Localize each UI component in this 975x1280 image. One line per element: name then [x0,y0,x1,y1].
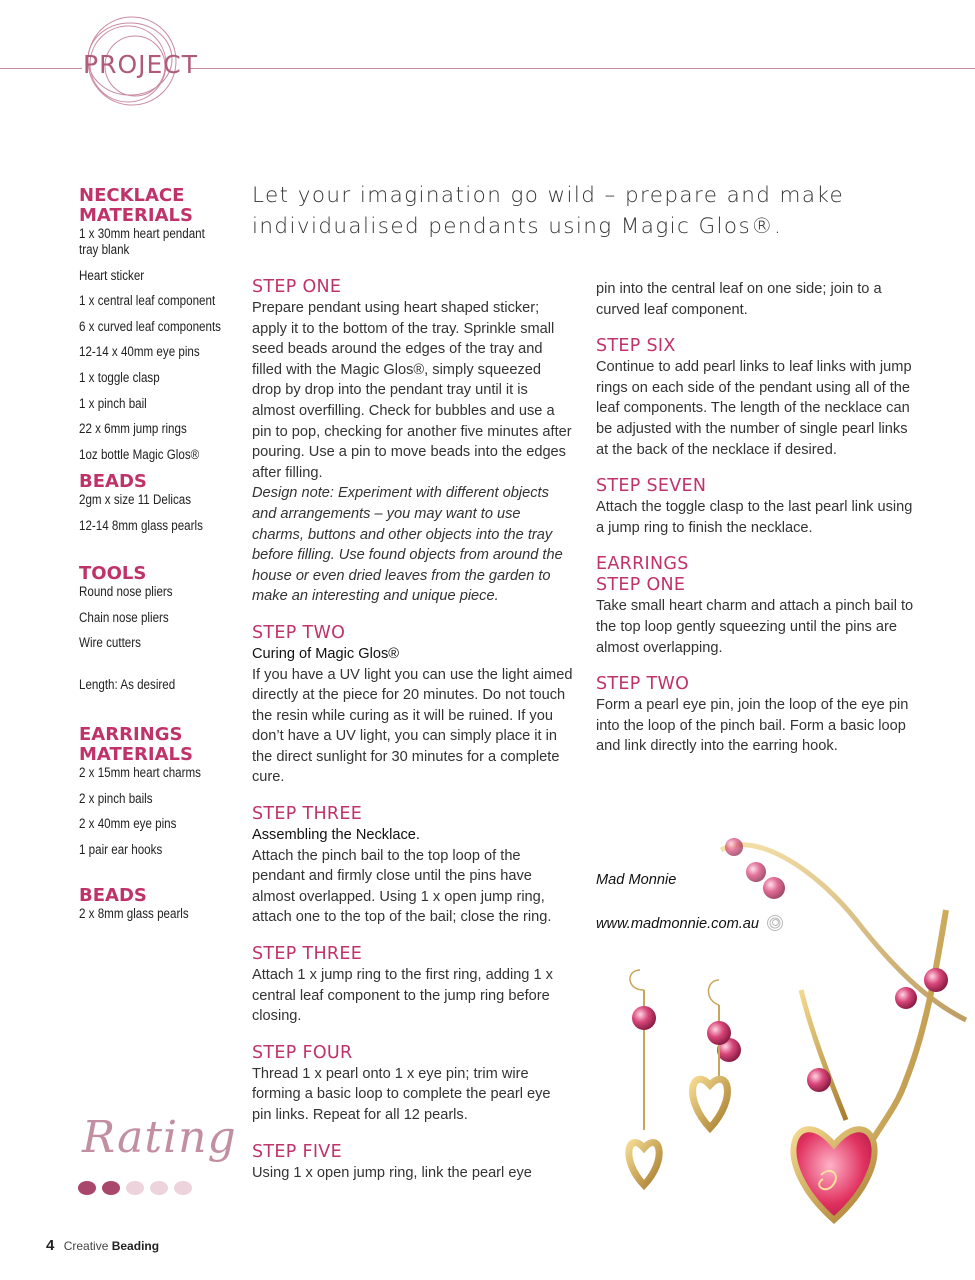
list-item: Heart sticker [79,267,145,283]
step-five [252,1142,574,1184]
step-body: Using 1 x open jump ring, link the pearl eye [252,1164,532,1181]
tools-list [79,584,229,651]
rating-dots [78,1181,192,1195]
list-item: 1 x pinch bail [79,395,147,411]
magazine-prefix: Creative [63,1239,109,1253]
list-item: 12-14 8mm glass pearls [79,517,203,533]
length-text: Length: As desired [79,677,176,693]
earrings-materials-heading: EARRINGS MATERIALS [79,724,193,766]
step-body: pin into the central leaf on one side; join to a curved leaf component. [596,281,882,318]
tools-heading: TOOLS [79,562,147,584]
designer-name: Mad Monnie [596,872,677,888]
page-number: 4 [46,1237,55,1254]
step-heading: STEP FOUR [252,1042,353,1063]
intro-text: Let your imagination go wild – prepare and make individualised pendants using Magic Glos®. [252,183,845,239]
list-item: 2 x 8mm glass pearls [79,905,189,921]
step-heading: STEP TWO [252,622,346,643]
step-heading: STEP THREE [252,804,363,825]
list-item: 1 x 30mm heart pendant tray blank [79,226,205,257]
list-item: 1 pair ear hooks [79,841,163,857]
step-body: Thread 1 x pearl onto 1 x eye pin; trim wire forming a basic loop to complete the pearl eye pin links. Repeat for all 12 pearls. [252,1065,551,1123]
jewellery-photo [606,830,975,1225]
rating-dot-filled [102,1181,120,1195]
earrings-beads-heading: BEADS [79,884,147,906]
list-item: 1 x toggle clasp [79,369,160,385]
header-rule-right [190,68,975,69]
beads-heading: BEADS [79,471,147,493]
step-seven [596,476,918,538]
design-note: Design note: Experiment with different objects and arrangements – you may want to use charms, buttons and other objects into the tray before filling. Use found objects from around the house or even dried leaves from the garden to make an interesting and unique piece. [252,485,563,605]
list-item: 2gm x size 11 Delicas [79,492,192,508]
step-heading: STEP SEVEN [596,476,707,497]
step-five-continued [596,279,918,320]
list-item: 6 x curved leaf components [79,318,221,334]
list-item: Round nose pliers [79,583,173,599]
website-link[interactable]: www.madmonnie.com.au [596,916,760,932]
step-heading: EARRINGS STEP ONE [596,554,689,596]
list-item: 2 x 15mm heart charms [79,765,201,781]
step-two [252,623,574,788]
step-body: If you have a UV light you can use the light aimed directly at the piece for 20 minutes. Do not touch the resin while curing as it will be ruined. If you don’t have a UV light, you can simply place it in the direct sunlight for 30 minutes for a complete cure. [252,666,573,786]
necklace-materials-heading: NECKLACE MATERIALS [79,185,193,226]
earrings-beads-list [79,906,229,922]
steps-column-2 [596,279,918,773]
list-item: 1oz bottle Magic Glos® [79,446,200,462]
header-rule-left [0,68,82,69]
step-heading: STEP THREE [252,944,363,965]
step-subheading: Assembling the Necklace. [252,827,420,844]
page-footer [46,1237,159,1254]
steps-column-1 [252,277,574,1199]
materials-sidebar [79,186,229,932]
step-four [252,1043,574,1126]
rating-label: Rating [82,1112,237,1163]
list-item: 22 x 6mm jump rings [79,421,187,437]
list-item: 1 x central leaf component [79,293,216,309]
step-body: Attach 1 x jump ring to the first ring, adding 1 x central leaf component to the jump ring before closing. [252,967,553,1025]
list-item: 2 x 40mm eye pins [79,816,177,832]
rating-dot-empty [174,1181,192,1195]
rating-dot-empty [126,1181,144,1195]
necklace-materials-list [79,226,229,463]
step-body: Prepare pendant using heart shaped sticker; apply it to the bottom of the tray. Sprinkle small seed beads around the edges of the tray and filled with the Magic Glos®, simply squeezed drop by drop into the pendant tray until it is almost overfilling. Check for bubbles and use a pin to pop, checking for another five minutes after pouring. Use a pin to move beads into the edges after filling. [252,300,572,481]
step-heading: STEP FIVE [252,1141,342,1162]
page-section-title: PROJECT [83,50,199,79]
earrings-step-two [596,674,918,757]
length-note [79,677,229,693]
rating-dot-empty [150,1181,168,1195]
step-subheading: Curing of Magic Glos® [252,645,400,662]
earrings-materials-list [79,765,229,858]
step-three [252,804,574,928]
list-item: Chain nose pliers [79,609,169,625]
step-body: Form a pearl eye pin, join the loop of the eye pin into the loop of the pinch bail. Form a basic loop and link directly into the earring hook. [596,697,909,755]
rating-dot-filled [78,1181,96,1195]
step-one [252,277,574,607]
beads-list [79,492,229,534]
list-item: 12-14 x 40mm eye pins [79,344,200,360]
step-body: Continue to add pearl links to leaf links with jump rings on each side of the pendant using all of the leaf components. The length of the necklace can be adjusted with the number of single pearl links at the back of the necklace if desired. [596,359,912,458]
earrings-step-one [596,554,918,658]
magazine-name: Beading [111,1239,160,1253]
step-body: Attach the toggle clasp to the last pearl link using a jump ring to finish the necklace. [596,499,913,536]
step-body: Take small heart charm and attach a pinch bail to the top loop gently squeezing until the pins are almost overlapping. [596,598,914,656]
step-heading: STEP TWO [596,674,690,695]
step-heading: STEP ONE [252,277,342,297]
step-body: Attach the pinch bail to the top loop of the pendant and firmly close until the pins have almost overlapped. Using 1 x open jump ring, attach one to the top of the bail; close the ring. [252,847,552,926]
list-item: Wire cutters [79,635,141,651]
step-heading: STEP SIX [596,336,676,357]
step-six [596,336,918,460]
list-item: 2 x pinch bails [79,790,153,806]
step-three-b [252,944,574,1027]
